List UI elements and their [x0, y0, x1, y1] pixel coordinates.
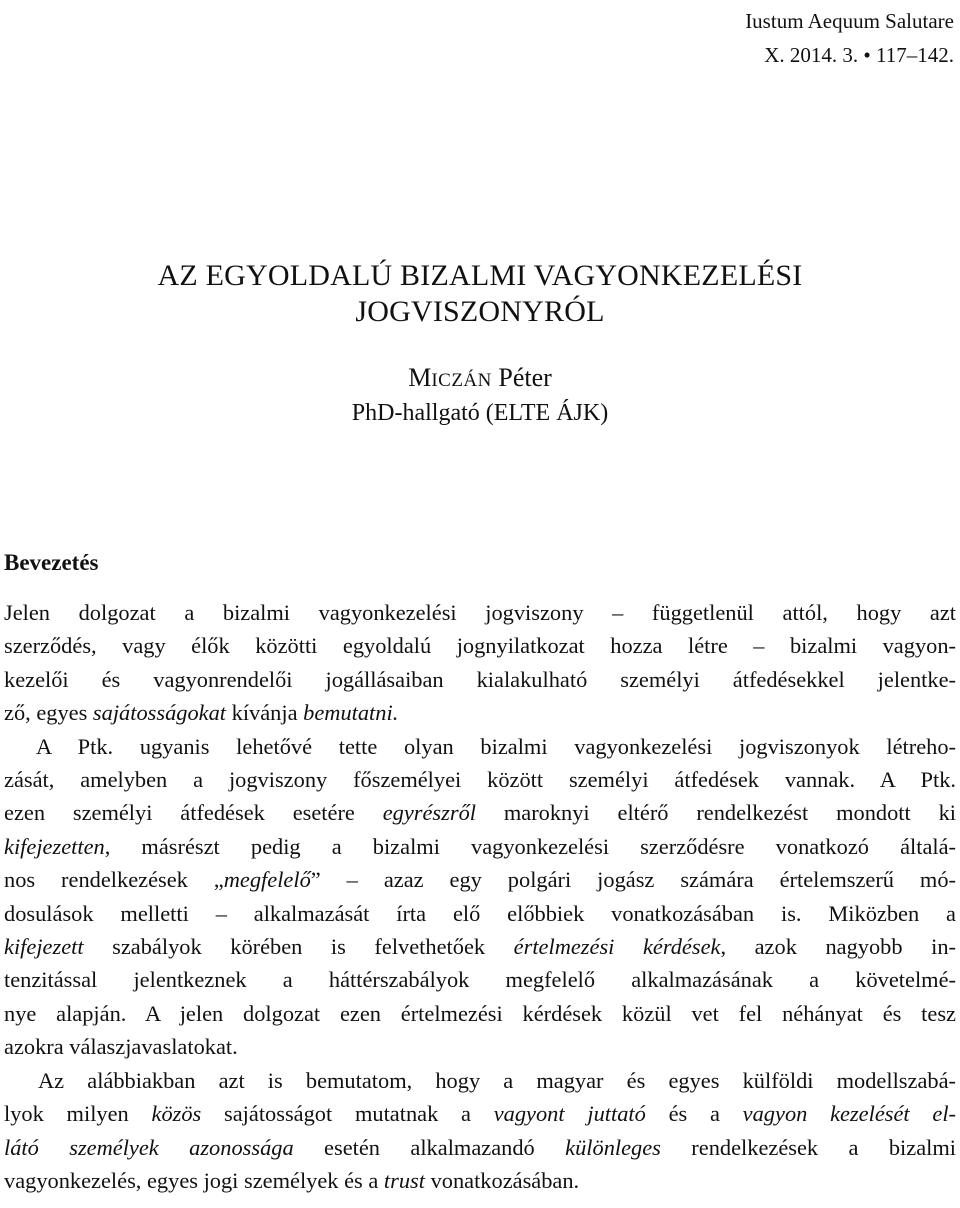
author-affiliation: PhD-hallgató (ELTE ÁJK)	[351, 400, 609, 426]
italic-run: vagyon kezelését el-	[742, 1101, 956, 1127]
p2-line	[4, 930, 956, 963]
p2-line: tenzitással jelentkeznek a háttérszabályok megfelelő alkalmazásának a követelmé-	[4, 967, 956, 993]
journal-name: Iustum Aequum Salutare	[745, 9, 954, 33]
p3-line	[4, 1164, 956, 1197]
text-run: vonatkozásában.	[424, 1167, 580, 1193]
author-name	[0, 362, 960, 397]
text-run: ző, egyes	[4, 700, 93, 726]
italic-run: trust	[383, 1167, 425, 1193]
p2-line: zását, amelyben a jogviszony főszemélyei között személyi átfedések vannak. A Ptk.	[4, 767, 956, 793]
body-text	[4, 596, 956, 1197]
text-run: és a	[645, 1101, 743, 1127]
italic-run: közös	[151, 1101, 202, 1127]
title-line-1: AZ EGYOLDALÚ BIZALMI VAGYONKEZELÉSI	[157, 259, 803, 292]
italic-run: látó személyek azonossága	[4, 1134, 294, 1160]
p1-line: Jelen dolgozat a bizalmi vagyonkezelési jogviszony – függetlenül attól, hogy azt	[4, 600, 956, 625]
journal-issue: X. 2014. 3. • 117–142.	[764, 43, 954, 67]
p1-line	[4, 696, 956, 729]
text-run: , másrészt pedig a bizalmi vagyonkezelési szerződésre vonatkozó általá-	[104, 833, 956, 859]
text-run: , azok nagyobb in-	[720, 934, 957, 960]
text-run: szabályok körében is felvethetőek	[83, 934, 514, 960]
p3-line	[4, 1131, 956, 1164]
journal-header	[745, 4, 954, 72]
italic-run: megfelelő	[223, 867, 311, 893]
italic-run: kifejezett	[4, 934, 84, 960]
p1-line: kezelői és vagyonrendelői jogállásaiban kialakulható személyi átfedésekkel jelentke-	[4, 666, 956, 692]
text-run: ezen személyi átfedések esetére	[4, 800, 383, 826]
p2-line	[4, 830, 956, 863]
p3-line	[4, 1097, 956, 1130]
italic-run: bemutatni.	[303, 700, 399, 726]
section-heading: Bevezetés	[4, 550, 99, 575]
italic-run: kifejezetten	[4, 833, 105, 859]
p2-line	[4, 796, 956, 829]
text-run: vagyonkezelés, egyes jogi személyek és a	[4, 1167, 384, 1193]
italic-run: különleges	[565, 1134, 661, 1160]
article-title	[0, 258, 960, 330]
author-surname-initial: M	[408, 363, 432, 392]
author-surname-rest: ICZÁN	[431, 370, 492, 391]
italic-run: sajátosságokat	[92, 700, 227, 726]
italic-run: értelmezési kérdések	[513, 934, 721, 960]
p2-line: dosulások melletti – alkalmazását írta elő előbbiek vonatkozásában is. Miközben a	[4, 900, 956, 926]
text-run: ” – azaz egy polgári jogász számára értelemszerű mó-	[310, 867, 956, 893]
italic-run: egyrészről	[382, 800, 476, 826]
p2-line: azokra válaszjavaslatokat.	[4, 1034, 238, 1060]
author-given-name: Péter	[498, 363, 552, 392]
text-run: esetén alkalmazandó	[293, 1134, 566, 1160]
p3-line: Az alábbiakban azt is bemutatom, hogy a magyar és egyes külföldi modellszabá-	[38, 1067, 956, 1093]
text-run: rendelkezések a bizalmi	[660, 1134, 956, 1160]
text-run: kívánja	[226, 700, 304, 726]
p2-line	[4, 863, 956, 896]
text-run: sajátosságot mutatnak a	[201, 1101, 494, 1127]
p2-line: A Ptk. ugyanis lehetővé tette olyan bizalmi vagyonkezelési jogviszonyok létreho-	[36, 733, 956, 759]
title-line-2: JOGVISZONYRÓL	[355, 295, 605, 328]
text-run: nos rendelkezések „	[4, 867, 224, 893]
text-run: maroknyi eltérő rendelkezést mondott ki	[475, 800, 956, 826]
italic-run: vagyont juttató	[493, 1101, 646, 1127]
p2-line: nye alapján. A jelen dolgozat ezen értelmezési kérdések közül vet fel néhányat és tesz	[4, 1000, 956, 1026]
p1-line: szerződés, vagy élők közötti egyoldalú jognyilatkozat hozza létre – bizalmi vagyon-	[4, 633, 956, 659]
text-run: lyok milyen	[4, 1101, 152, 1127]
